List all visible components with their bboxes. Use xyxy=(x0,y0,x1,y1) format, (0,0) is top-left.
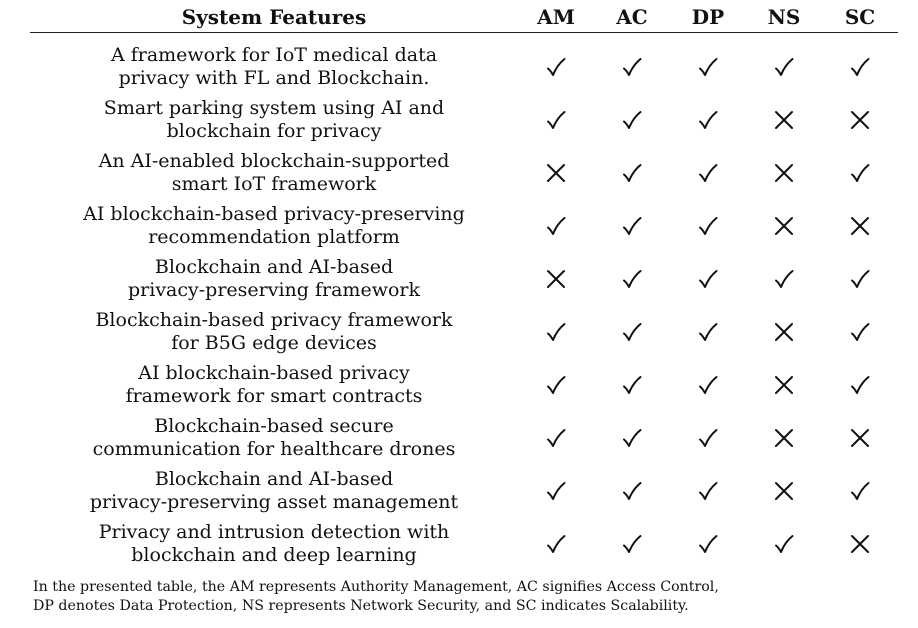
mark-cell-dp xyxy=(670,93,746,146)
footnote-line-2: DP denotes Data Protection, NS represents Network Security, and SC indicates Scalability. xyxy=(33,598,689,614)
feature-line: blockchain and deep learning xyxy=(131,543,417,566)
table-row xyxy=(30,33,898,94)
check-icon xyxy=(697,162,719,184)
check-icon xyxy=(545,215,567,237)
footnote-line-1: In the presented table, the AM represents Authority Management, AC signifies Access Control, xyxy=(33,579,719,595)
cross-icon xyxy=(773,162,795,184)
table-body xyxy=(30,33,898,571)
check-icon xyxy=(621,56,643,78)
check-icon xyxy=(545,480,567,502)
check-icon xyxy=(621,321,643,343)
mark-cell-ac xyxy=(594,517,670,570)
feature-cell xyxy=(30,33,518,94)
check-icon xyxy=(849,268,871,290)
mark-cell-am xyxy=(518,252,594,305)
cross-icon xyxy=(773,427,795,449)
feature-line: privacy-preserving asset management xyxy=(89,490,459,513)
table-row xyxy=(30,358,898,411)
check-icon xyxy=(773,533,795,555)
feature-cell xyxy=(30,464,518,517)
mark-cell-ac xyxy=(594,411,670,464)
mark-cell-sc xyxy=(822,33,898,94)
check-icon xyxy=(545,321,567,343)
mark-cell-ns xyxy=(746,146,822,199)
feature-cell xyxy=(30,517,518,570)
check-icon xyxy=(545,374,567,396)
feature-line: Privacy and intrusion detection with xyxy=(98,520,450,543)
check-icon xyxy=(849,162,871,184)
feature-line: An AI-enabled blockchain-supported xyxy=(98,149,450,172)
mark-cell-ac xyxy=(594,146,670,199)
mark-cell-ns xyxy=(746,464,822,517)
check-icon xyxy=(697,374,719,396)
mark-cell-ns xyxy=(746,93,822,146)
mark-cell-ac xyxy=(594,358,670,411)
mark-cell-ns xyxy=(746,358,822,411)
check-icon xyxy=(621,427,643,449)
feature-line: Blockchain-based privacy framework xyxy=(95,308,453,331)
feature-line: Blockchain and AI-based xyxy=(154,467,394,490)
mark-cell-am xyxy=(518,305,594,358)
header-am: AM xyxy=(518,2,594,33)
cross-icon xyxy=(849,109,871,131)
mark-cell-dp xyxy=(670,411,746,464)
header-system-features: System Features xyxy=(30,2,518,33)
mark-cell-am xyxy=(518,199,594,252)
check-icon xyxy=(773,56,795,78)
mark-cell-am xyxy=(518,33,594,94)
check-icon xyxy=(697,480,719,502)
feature-line: privacy-preserving framework xyxy=(128,278,420,301)
feature-line: framework for smart contracts xyxy=(125,384,423,407)
header-sc: SC xyxy=(822,2,898,33)
table-row xyxy=(30,464,898,517)
mark-cell-dp xyxy=(670,464,746,517)
feature-line: AI blockchain-based privacy xyxy=(138,361,410,384)
mark-cell-dp xyxy=(670,33,746,94)
check-icon xyxy=(621,480,643,502)
feature-line: AI blockchain-based privacy-preserving xyxy=(83,202,465,225)
table-row xyxy=(30,411,898,464)
feature-line: A framework for IoT medical data xyxy=(110,43,438,66)
mark-cell-sc xyxy=(822,252,898,305)
check-icon xyxy=(697,268,719,290)
mark-cell-am xyxy=(518,93,594,146)
mark-cell-dp xyxy=(670,146,746,199)
mark-cell-sc xyxy=(822,517,898,570)
mark-cell-ac xyxy=(594,33,670,94)
mark-cell-ns xyxy=(746,33,822,94)
mark-cell-sc xyxy=(822,411,898,464)
check-icon xyxy=(849,56,871,78)
cross-icon xyxy=(773,480,795,502)
cross-icon xyxy=(545,268,567,290)
check-icon xyxy=(697,109,719,131)
feature-cell xyxy=(30,411,518,464)
cross-icon xyxy=(545,162,567,184)
check-icon xyxy=(697,533,719,555)
mark-cell-ns xyxy=(746,411,822,464)
mark-cell-ac xyxy=(594,199,670,252)
mark-cell-ns xyxy=(746,517,822,570)
feature-line: blockchain for privacy xyxy=(166,119,382,142)
cross-icon xyxy=(849,427,871,449)
mark-cell-am xyxy=(518,517,594,570)
table-row xyxy=(30,199,898,252)
check-icon xyxy=(697,56,719,78)
mark-cell-ns xyxy=(746,252,822,305)
mark-cell-dp xyxy=(670,252,746,305)
mark-cell-sc xyxy=(822,199,898,252)
check-icon xyxy=(545,427,567,449)
header-ns: NS xyxy=(746,2,822,33)
check-icon xyxy=(621,268,643,290)
mark-cell-sc xyxy=(822,146,898,199)
mark-cell-am xyxy=(518,146,594,199)
check-icon xyxy=(773,268,795,290)
features-table xyxy=(30,2,898,570)
feature-line: smart IoT framework xyxy=(171,172,377,195)
table-row xyxy=(30,517,898,570)
feature-line: Blockchain and AI-based xyxy=(154,255,394,278)
check-icon xyxy=(621,215,643,237)
mark-cell-ac xyxy=(594,252,670,305)
table-row xyxy=(30,146,898,199)
feature-line: Smart parking system using AI and xyxy=(103,96,445,119)
mark-cell-am xyxy=(518,358,594,411)
mark-cell-ns xyxy=(746,305,822,358)
feature-cell xyxy=(30,146,518,199)
mark-cell-sc xyxy=(822,93,898,146)
feature-line: recommendation platform xyxy=(148,225,400,248)
check-icon xyxy=(849,480,871,502)
header-dp: DP xyxy=(670,2,746,33)
check-icon xyxy=(621,533,643,555)
check-icon xyxy=(621,109,643,131)
mark-cell-dp xyxy=(670,199,746,252)
mark-cell-ns xyxy=(746,199,822,252)
mark-cell-dp xyxy=(670,517,746,570)
table-row xyxy=(30,93,898,146)
cross-icon xyxy=(773,321,795,343)
check-icon xyxy=(621,162,643,184)
check-icon xyxy=(697,215,719,237)
feature-cell xyxy=(30,305,518,358)
mark-cell-am xyxy=(518,411,594,464)
check-icon xyxy=(849,321,871,343)
cross-icon xyxy=(773,374,795,396)
mark-cell-ac xyxy=(594,93,670,146)
cross-icon xyxy=(773,215,795,237)
header-row xyxy=(30,2,898,33)
table-footnote xyxy=(33,578,913,616)
mark-cell-sc xyxy=(822,358,898,411)
cross-icon xyxy=(849,533,871,555)
mark-cell-dp xyxy=(670,358,746,411)
check-icon xyxy=(621,374,643,396)
check-icon xyxy=(545,56,567,78)
header-ac: AC xyxy=(594,2,670,33)
mark-cell-am xyxy=(518,464,594,517)
check-icon xyxy=(697,321,719,343)
feature-line: Blockchain-based secure xyxy=(154,414,394,437)
cross-icon xyxy=(849,215,871,237)
feature-line: privacy with FL and Blockchain. xyxy=(118,66,430,89)
check-icon xyxy=(545,533,567,555)
table-row xyxy=(30,252,898,305)
feature-cell xyxy=(30,358,518,411)
mark-cell-sc xyxy=(822,305,898,358)
mark-cell-dp xyxy=(670,305,746,358)
mark-cell-ac xyxy=(594,464,670,517)
feature-cell xyxy=(30,252,518,305)
feature-line: for B5G edge devices xyxy=(171,331,377,354)
feature-line: communication for healthcare drones xyxy=(92,437,456,460)
check-icon xyxy=(849,374,871,396)
mark-cell-sc xyxy=(822,464,898,517)
table-row xyxy=(30,305,898,358)
check-icon xyxy=(545,109,567,131)
check-icon xyxy=(697,427,719,449)
mark-cell-ac xyxy=(594,305,670,358)
feature-cell xyxy=(30,93,518,146)
feature-cell xyxy=(30,199,518,252)
cross-icon xyxy=(773,109,795,131)
